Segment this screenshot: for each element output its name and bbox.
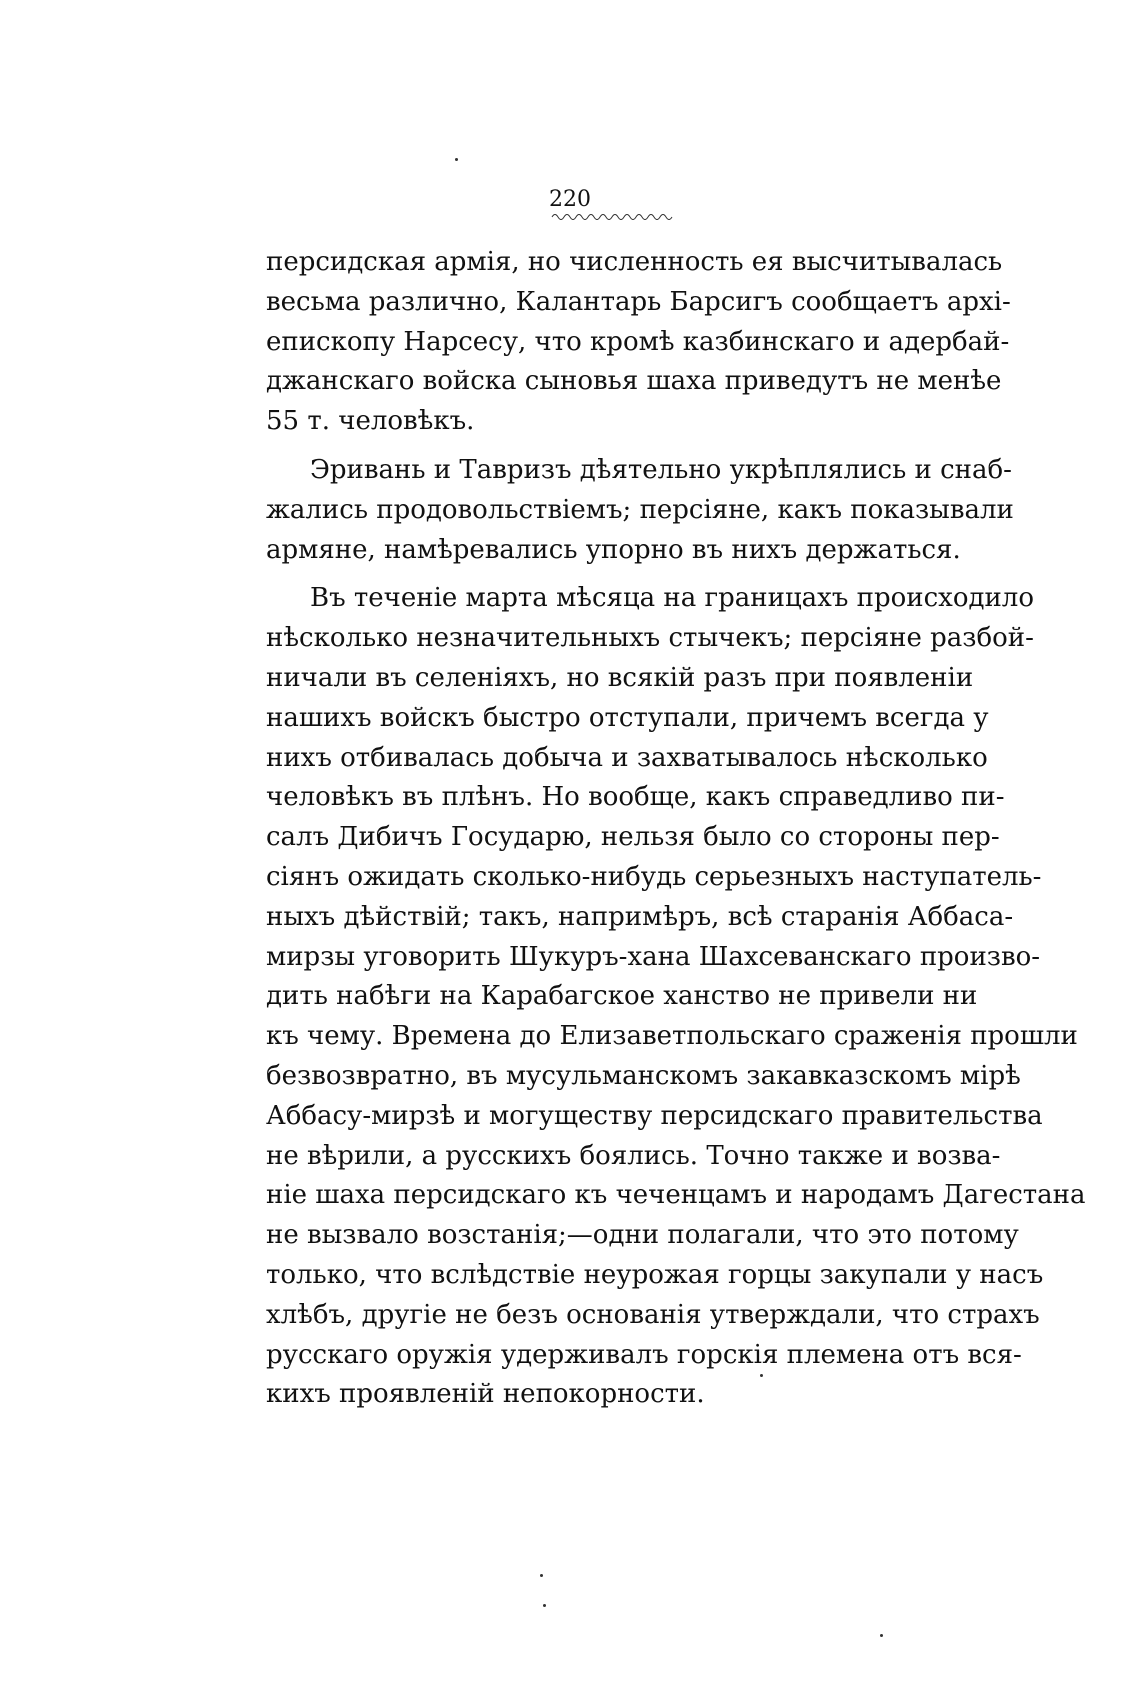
text-line: Въ теченіе марта мѣсяца на границахъ происходило [310, 583, 1034, 614]
text-line: ничали въ селеніяхъ, но всякій разъ при появленіи [266, 662, 974, 693]
paragraph [266, 243, 1011, 442]
text-line: къ чему. Времена до Елизаветпольскаго сраженія прошли [266, 1021, 1078, 1052]
text-line: джанскаго войска сыновья шаха приведутъ не менѣе [266, 366, 1002, 397]
paragraph-gap [266, 570, 966, 579]
page-number: 220 [549, 187, 591, 212]
text-line: хлѣбъ, другіе не безъ основанія утверждали, что страхъ [266, 1299, 1040, 1330]
text-line: кихъ проявленій непокорности. [266, 1379, 705, 1410]
text-line: сіянъ ожидать сколько-нибудь серьезныхъ наступатель- [266, 861, 1042, 892]
ornament-rule [552, 212, 672, 222]
body-text [266, 243, 1086, 1415]
speck-mark [760, 1374, 763, 1377]
text-line: только, что вслѣдствіе неурожая горцы закупали у насъ [266, 1259, 1044, 1290]
text-line: не вызвало возстанія;—одни полагали, что это потому [266, 1220, 1019, 1251]
text-line: дить набѣги на Карабагское ханство не привели ни [266, 981, 978, 1012]
text-line: человѣкъ въ плѣнъ. Но вообще, какъ справедливо пи- [266, 782, 1005, 813]
text-line: не вѣрили, а русскихъ боялись. Точно также и возва- [266, 1140, 1001, 1171]
text-line: персидская армія, но численность ея высчитывалась [266, 247, 1003, 277]
text-line: Аббасу-мирзѣ и могуществу персидскаго правительства [266, 1100, 1043, 1131]
paragraph-gap [266, 442, 966, 451]
text-line: безвозвратно, въ мусульманскомъ закавказскомъ мірѣ [266, 1060, 1021, 1091]
speck-mark [543, 1604, 546, 1607]
text-line: Эривань и Тавризъ дѣятельно укрѣплялись и снаб- [310, 454, 1012, 485]
text-line: мирзы уговорить Шукуръ-хана Шахсеванскаго произво- [266, 941, 1041, 972]
text-line: нашихъ войскъ быстро отступали, причемъ всегда у [266, 702, 989, 733]
text-line: ныхъ дѣйствій; такъ, напримѣръ, всѣ старанія Аббаса- [266, 901, 1014, 932]
text-line: нѣсколько незначительныхъ стычекъ; персіяне разбой- [266, 623, 1034, 654]
text-line: 55 т. человѣкъ. [266, 406, 475, 437]
text-line: нихъ отбивалась добыча и захватывалось нѣсколько [266, 742, 988, 773]
paragraph [266, 451, 1014, 570]
text-line: салъ Дибичъ Государю, нельзя было со стороны пер- [266, 822, 1000, 853]
text-line: весьма различно, Калантарь Барсигъ сообщаетъ архі- [266, 286, 1011, 317]
text-line: епископу Нарсесу, что кромѣ казбинскаго и адербай- [266, 326, 1010, 357]
speck-mark [455, 158, 458, 161]
speck-mark [540, 1574, 543, 1577]
text-line: русскаго оружія удерживалъ горскія племена отъ вся- [266, 1339, 1022, 1370]
speck-mark [880, 1634, 883, 1637]
text-line: ніе шаха персидскаго къ чеченцамъ и народамъ Дагестана [266, 1180, 1086, 1211]
text-line: армяне, намѣревались упорно въ нихъ держаться. [266, 534, 961, 565]
text-line: жались продовольствіемъ; персіяне, какъ показывали [266, 494, 1014, 525]
paragraph [266, 579, 1086, 1415]
